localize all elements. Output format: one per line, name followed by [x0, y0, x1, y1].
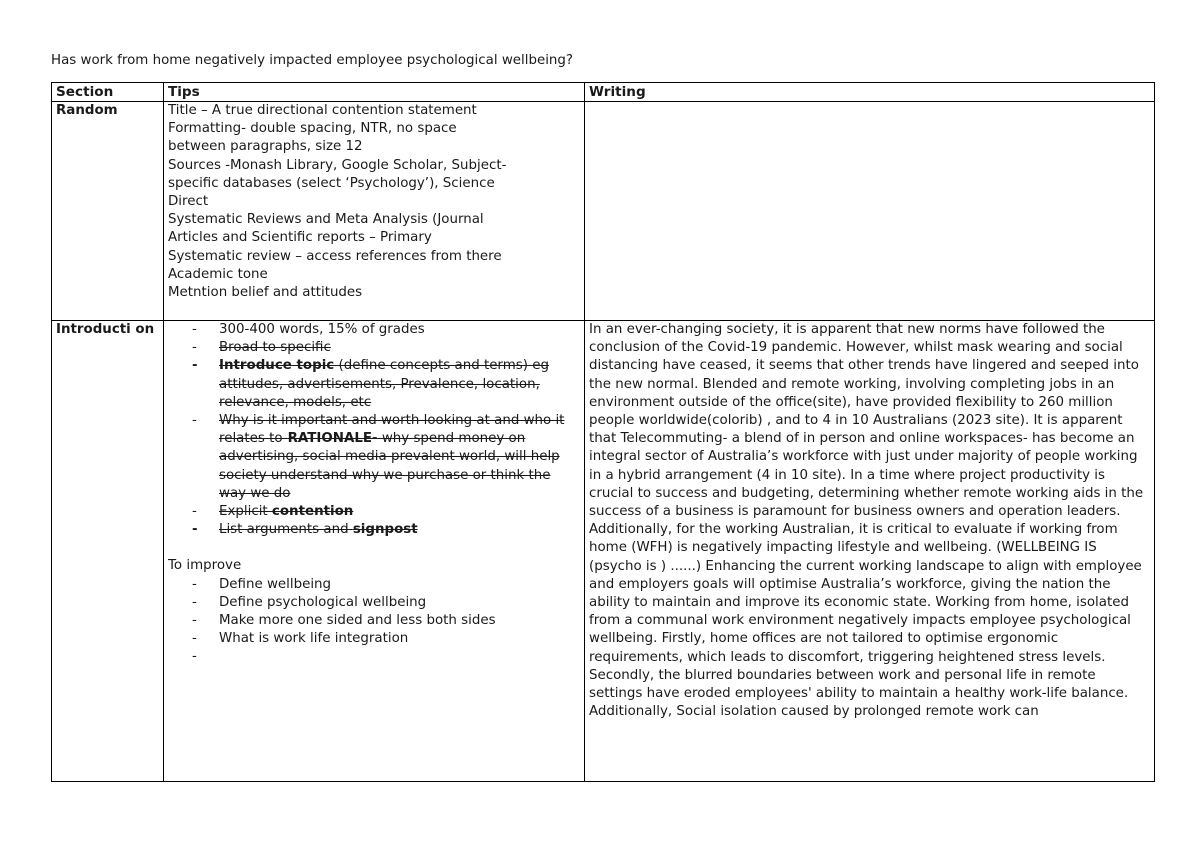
list-item: [168, 503, 580, 521]
dash-marker: -: [192, 322, 197, 337]
tips-line: between paragraphs, size 12: [168, 139, 363, 155]
bullet-text: Why is it important and worth looking at and who it relates to-: [219, 413, 565, 447]
tips-line: Formatting- double spacing, NTR, no space: [168, 121, 457, 137]
dash-marker: -: [192, 413, 197, 429]
list-item: [168, 412, 580, 503]
tips-line: Articles and Scientific reports – Primary: [168, 230, 432, 246]
bullet-text: List arguments and: [219, 522, 353, 538]
bullet-text: Broad to specific: [219, 340, 331, 356]
dash-marker: -: [192, 340, 197, 356]
improve-text: Make more one sided and less both sides: [219, 613, 496, 629]
improve-text: What is work life integration: [219, 631, 409, 647]
list-item: [168, 612, 580, 630]
section-cell: Introducti on: [52, 321, 164, 782]
list-item: [168, 648, 580, 666]
bullet-bold-text: contention: [271, 504, 354, 520]
document-heading: Has work from home negatively impacted employee psychological wellbeing?: [51, 53, 574, 68]
bullet-bold-text: RATIONALE-: [287, 431, 378, 447]
header-writing: Writing: [585, 83, 1155, 102]
list-item: [168, 339, 580, 357]
header-tips: Tips: [164, 83, 585, 102]
list-item: [168, 321, 580, 339]
improve-text: Define wellbeing: [219, 576, 332, 592]
list-item: [168, 521, 580, 539]
bullet-text: Explicit: [219, 504, 272, 520]
improve-text: Define psychological wellbeing: [219, 594, 427, 610]
bullet-bold-text: signpost: [352, 522, 418, 538]
dash-marker: -: [192, 522, 198, 538]
dash-marker: -: [192, 576, 197, 592]
tips-bullet-list: [168, 321, 580, 539]
bullet-text: (define concepts and terms) eg attitudes, advertisements, Prevalence, location, relevance, models, etc: [219, 358, 549, 410]
tips-line: specific databases (select ‘Psychology’), Science: [168, 175, 495, 191]
tips-line: Title – A true directional contention statement: [168, 103, 477, 118]
dash-marker: -: [192, 631, 197, 647]
tips-line: Systematic review – access references from there: [168, 248, 502, 264]
list-item: [168, 576, 580, 594]
tips-line: Systematic Reviews and Meta Analysis (Journal: [168, 212, 484, 228]
tips-line: Direct: [168, 194, 209, 210]
list-item: [168, 630, 580, 648]
tips-cell: [164, 321, 585, 782]
bullet-text: 300-400 words, 15% of grades: [219, 322, 425, 337]
dash-marker: -: [192, 504, 197, 520]
dash-marker: -: [192, 594, 197, 610]
table-header-row: [52, 83, 1155, 102]
tips-line: Metntion belief and attitudes: [168, 285, 363, 301]
essay-plan-table: [51, 82, 1155, 782]
dash-marker: -: [192, 649, 197, 665]
table-row-random: [52, 102, 1155, 321]
tips-line: Sources -Monash Library, Google Scholar, Subject-: [168, 157, 507, 173]
dash-marker: -: [192, 613, 197, 629]
tips-line: Academic tone: [168, 266, 268, 282]
bullet-text: why spend money on advertising, social media prevalent world, will help society understand why we purchase or think the way we do: [219, 431, 560, 501]
header-section: Section: [52, 83, 164, 102]
writing-cell: [585, 102, 1155, 321]
writing-cell: In an ever-changing society, it is apparent that new norms have followed the conclusion of the Covid-19 pandemic. However, whilst mask wearing and social distancing have ceased, it seems that other trends have lingered and seeped into the new normal. Blended and remote working, involving completing jobs in an environment outside of the office(site), have provided flexibility to 260 million people worldwide(colorib) , and to 4 in 10 Australians (2023 site). It is apparent that Telecommuting- a blend of in person and online workspaces- has become an integral sector of Australia’s workforce with just under majority of people working in a hybrid arrangement (4 in 10 site). In a time where project productivity is crucial to success and budgeting, determining whether remote working aids in the success of a business is paramount for business owners and operation leaders. Additionally, for the working Australian, it is critical to evaluate if working from home (WFH) is negatively impacting lifestyle and wellbeing. (WELLBEING IS (psycho is ) ......) Enhancing the current working landscape to align with employee and employers goals will optimise Australia’s workforce, giving the nation the ability to maintain and improve its economic state. Working from home, isolated from a communal work environment negatively impacts employee psychological wellbeing. Firstly, home offices are not tailored to optimise ergonomic requirements, which leads to discomfort, triggering heightened stress levels. Secondly, the blurred boundaries between work and personal life in remote settings have eroded employees' ability to maintain a healthy work-life balance. Additionally, Social isolation caused by prolonged remote work can: [585, 321, 1155, 782]
bullet-bold-text: Introduce topic: [219, 358, 335, 374]
improve-label: To improve: [168, 558, 242, 574]
table-row-introduction: [52, 321, 1155, 782]
list-item: [168, 357, 580, 412]
improve-list: [168, 576, 580, 667]
list-item: [168, 594, 580, 612]
dash-marker: -: [192, 358, 198, 374]
tips-cell: [164, 102, 585, 321]
section-cell: Random: [52, 102, 164, 321]
